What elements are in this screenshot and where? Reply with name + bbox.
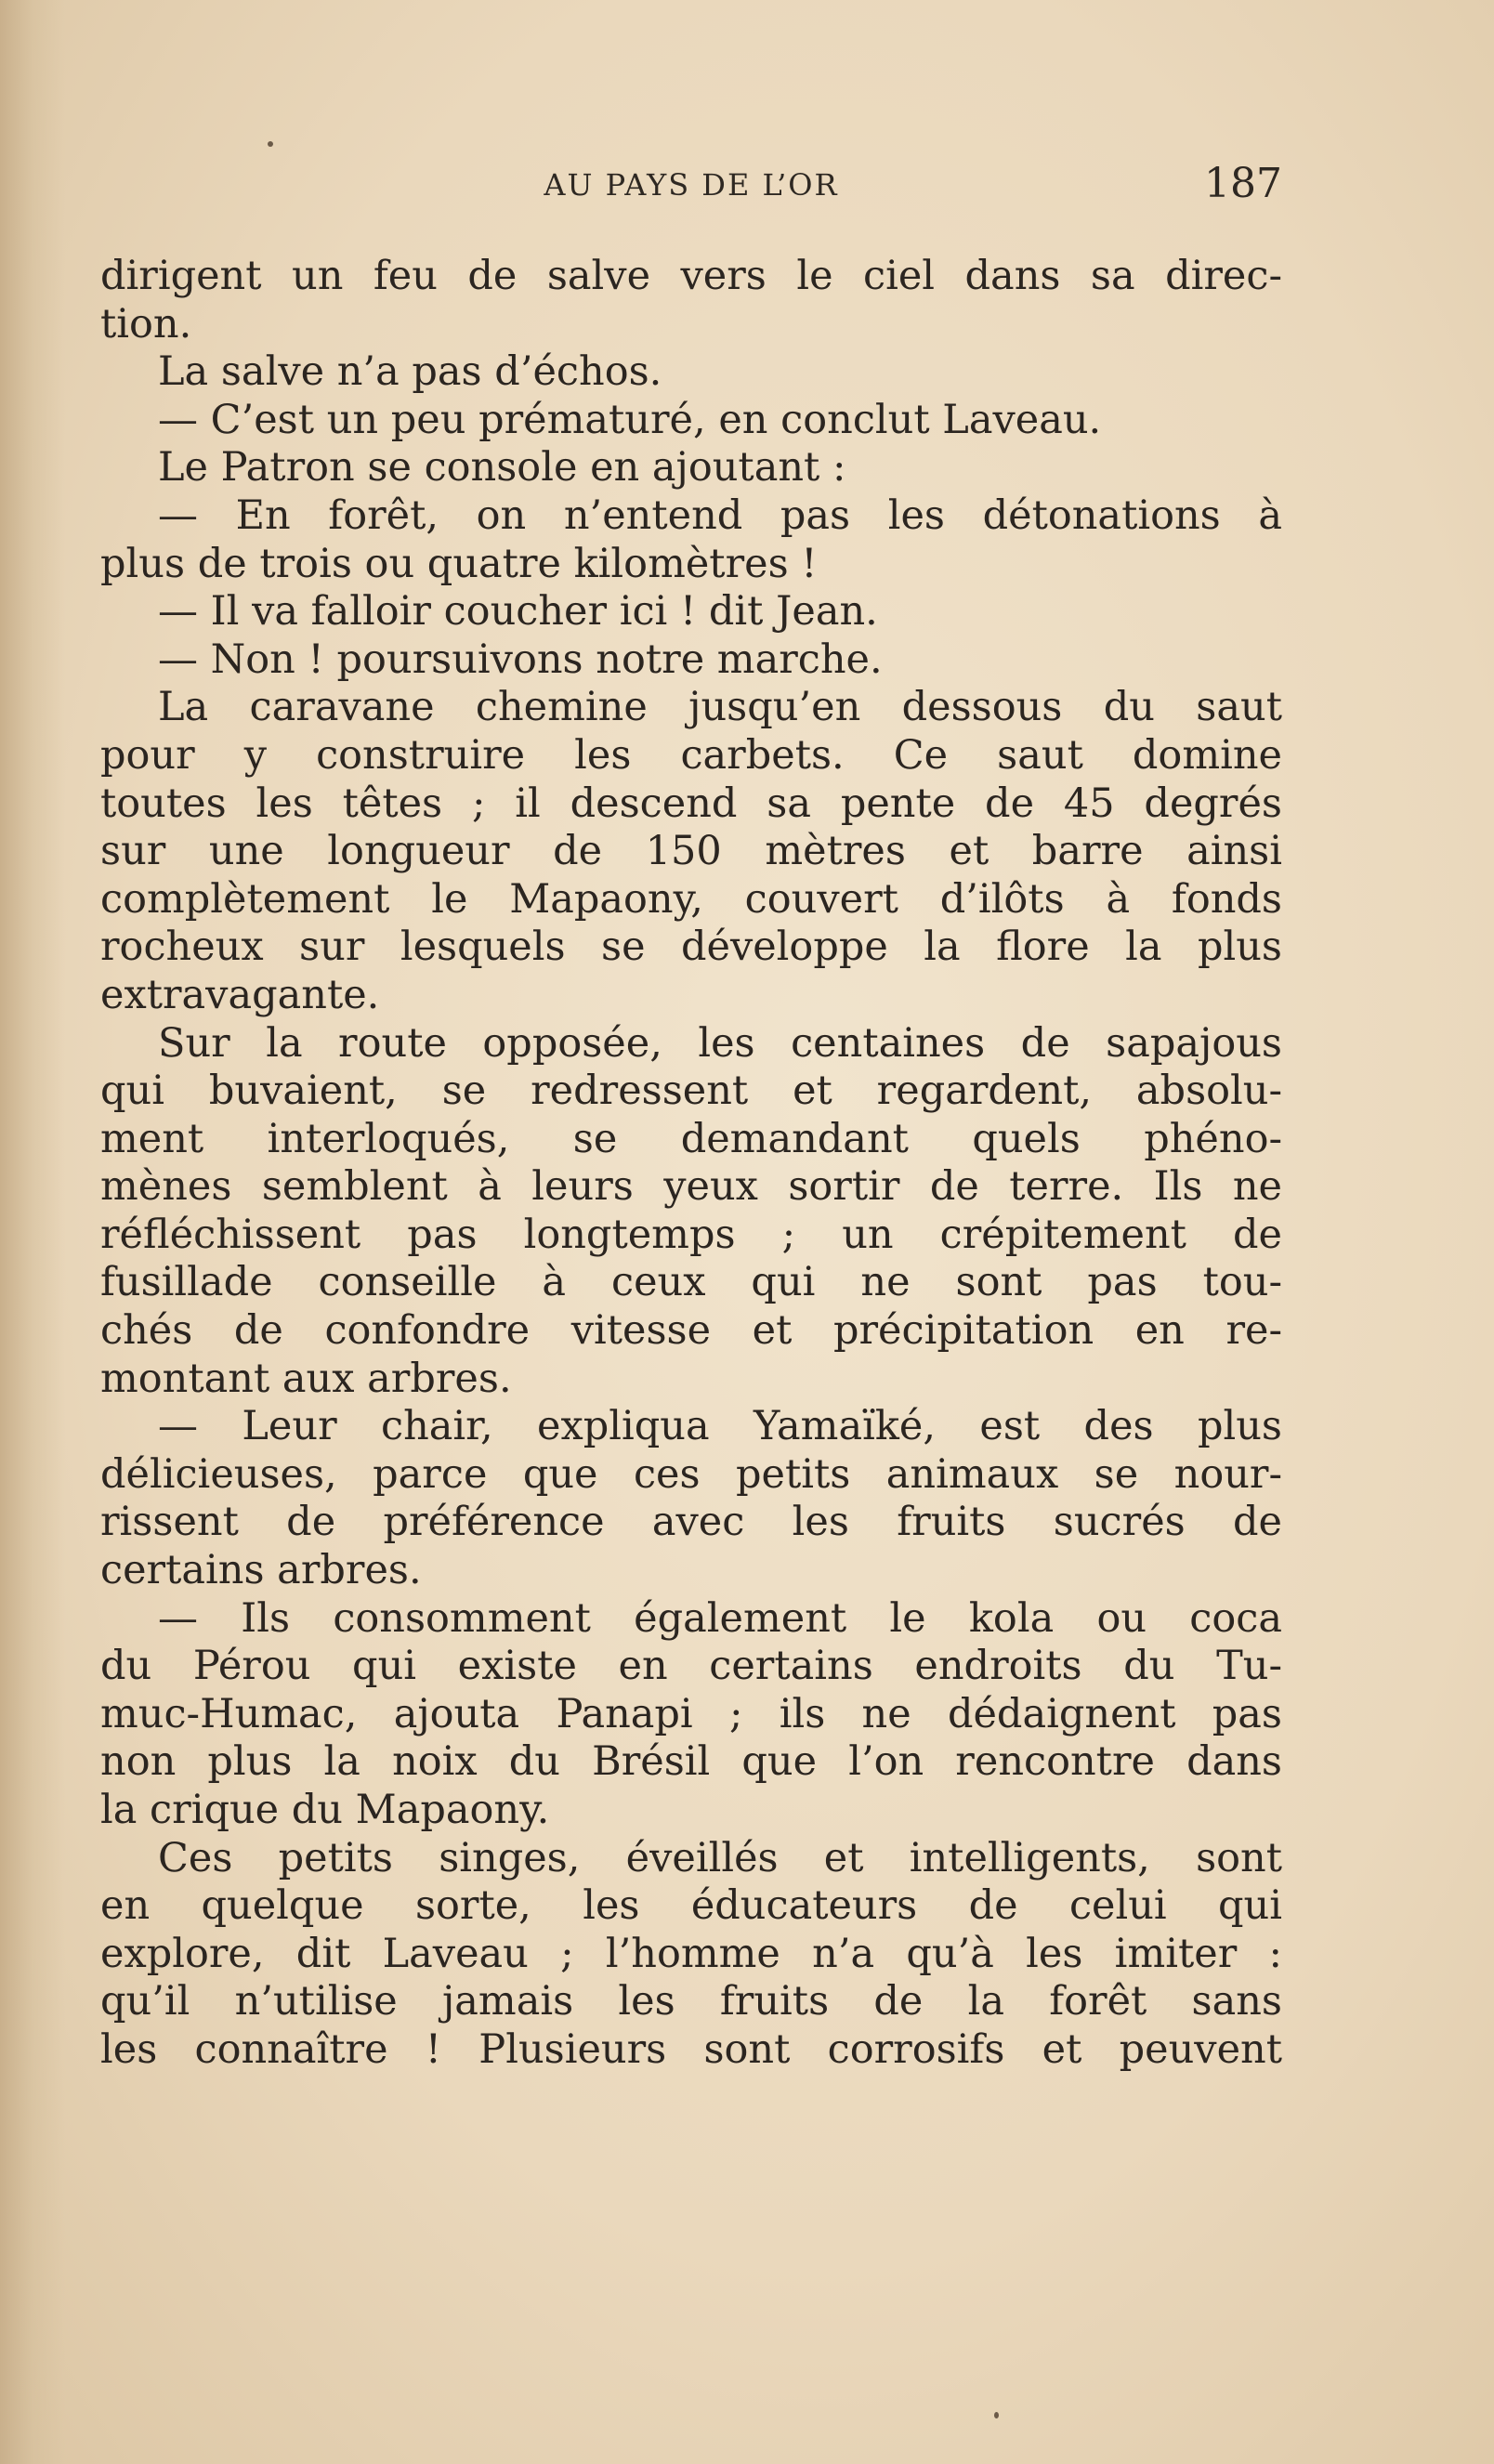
text-line: La caravane chemine jusqu’en dessous du saut — [158, 684, 1282, 731]
text-line: sur une longueur de 150 mètres et barre ainsi — [100, 828, 1282, 875]
spine-shadow — [0, 0, 65, 2464]
text-line: fusillade conseille à ceux qui ne sont pas tou- — [100, 1259, 1282, 1306]
text-line: certains arbres. — [100, 1547, 422, 1594]
text-line: du Pérou qui existe en certains endroits du Tu- — [100, 1643, 1282, 1690]
text-line: rocheux sur lesquels se développe la flore la plus — [100, 924, 1282, 971]
text-line: plus de trois ou quatre kilomètres ! — [100, 540, 818, 587]
text-line: rissent de préférence avec les fruits sucrés de — [100, 1499, 1282, 1546]
text-line: Ces petits singes, éveillés et intelligents, sont — [158, 1834, 1282, 1881]
text-line: délicieuses, parce que ces petits animaux se nour- — [100, 1450, 1282, 1498]
text-line: complètement le Mapaony, couvert d’ilôts à fonds — [100, 875, 1282, 923]
text-line: pour y construire les carbets. Ce saut domine — [100, 731, 1282, 779]
page-number: 187 — [1204, 160, 1282, 207]
text-line: réfléchissent pas longtemps ; un crépitement de — [100, 1211, 1282, 1258]
text-line: extravagante. — [100, 971, 380, 1018]
text-line: — Il va falloir coucher ici ! dit Jean. — [158, 588, 878, 636]
text-line: la crique du Mapaony. — [100, 1787, 550, 1833]
text-line: montant aux arbres. — [100, 1355, 512, 1402]
paper-speck — [994, 2412, 999, 2418]
text-line: — Ils consomment également le kola ou coca — [158, 1594, 1282, 1642]
text-line: ment interloqués, se demandant quels phéno- — [100, 1115, 1282, 1162]
text-line: tion. — [100, 300, 192, 347]
paper-speck — [268, 141, 273, 147]
text-line: Le Patron se console en ajoutant : — [158, 444, 846, 491]
text-line: explore, dit Laveau ; l’homme n’a qu’à les imiter : — [100, 1930, 1282, 1977]
text-line: chés de confondre vitesse et précipitation en re- — [100, 1307, 1282, 1355]
text-line: muc-Humac, ajouta Panapi ; ils ne dédaignent pas — [100, 1690, 1282, 1737]
text-line: les connaître ! Plusieurs sont corrosifs et peuvent — [100, 2025, 1282, 2073]
page-header — [100, 160, 1282, 216]
text-line: Sur la route opposée, les centaines de sapajous — [158, 1019, 1282, 1067]
text-line: mènes semblent à leurs yeux sortir de terre. Ils ne — [100, 1163, 1282, 1211]
text-line: — C’est un peu prématuré, en conclut Laveau. — [158, 396, 1102, 443]
text-line: toutes les têtes ; il descend sa pente de 45 degrés — [100, 780, 1282, 827]
text-line: non plus la noix du Brésil que l’on rencontre dans — [100, 1738, 1282, 1786]
text-line: — Non ! poursuivons notre marche. — [158, 636, 883, 683]
text-line: dirigent un feu de salve vers le ciel dans sa direc- — [100, 253, 1282, 299]
running-title: AU PAYS DE L’OR — [544, 167, 839, 203]
text-line: — En forêt, on n’entend pas les détonations à — [158, 491, 1282, 539]
text-line: en quelque sorte, les éducateurs de celui qui — [100, 1882, 1282, 1930]
text-line: qui buvaient, se redressent et regardent, absolu- — [100, 1068, 1282, 1115]
body-text — [100, 253, 1282, 2075]
text-line: La salve n’a pas d’échos. — [158, 348, 662, 396]
text-line: — Leur chair, expliqua Yamaïké, est des plus — [158, 1403, 1282, 1450]
text-line: qu’il n’utilise jamais les fruits de la forêt sans — [100, 1978, 1282, 2025]
